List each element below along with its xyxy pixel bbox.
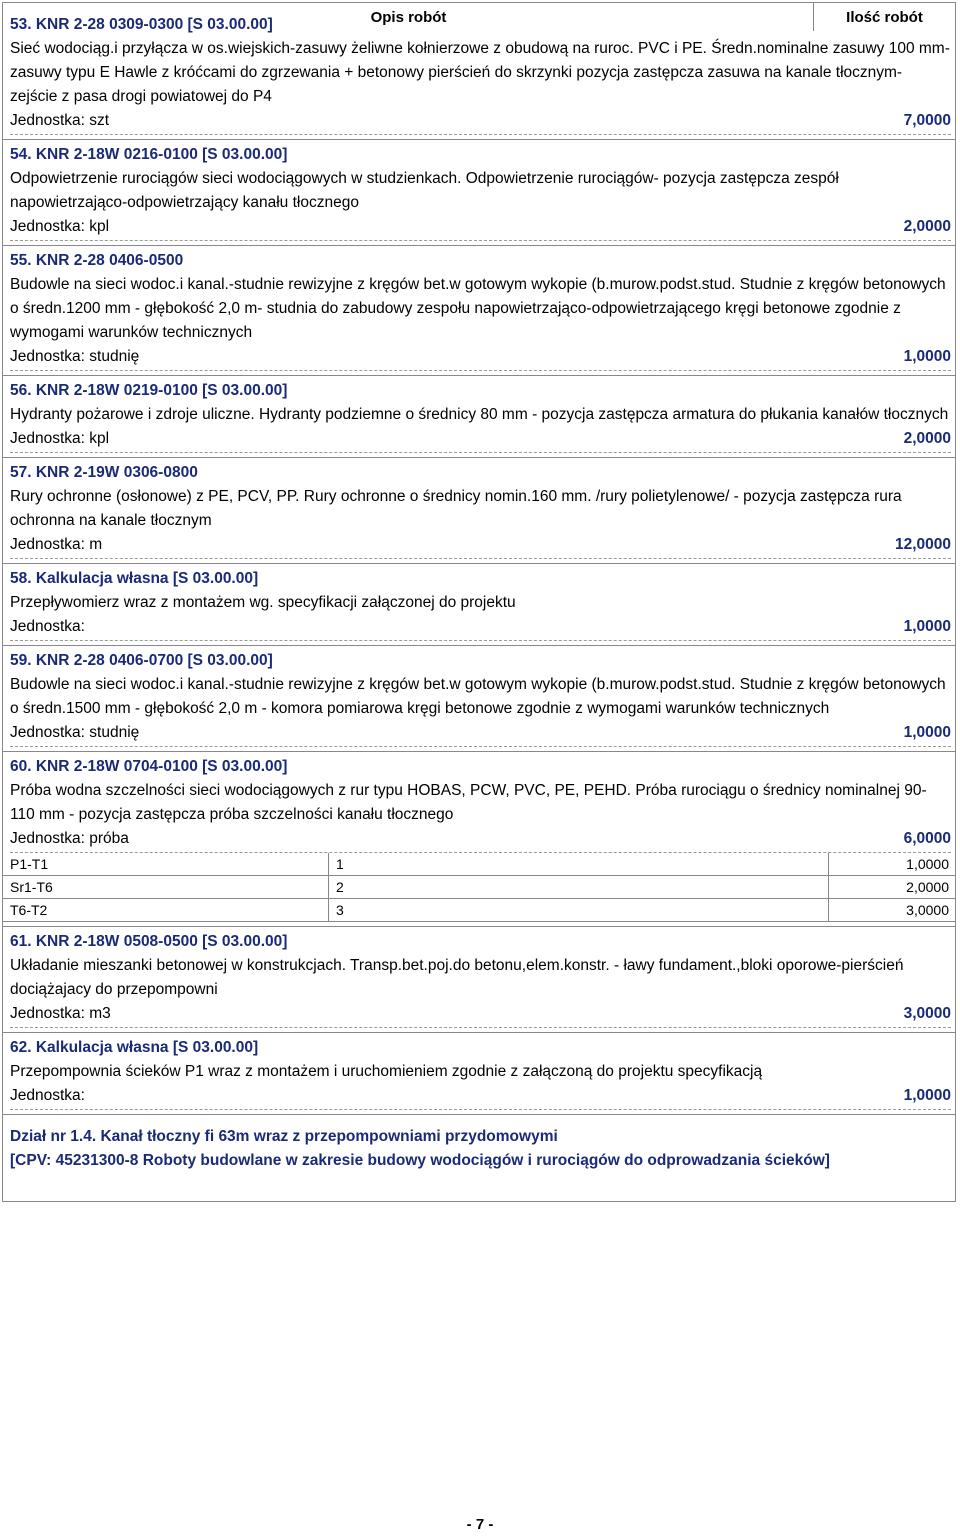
item-quantity: 2,0000 [903, 430, 951, 447]
item-unit-row [10, 1084, 951, 1110]
item-description: Przepływomierz wraz z montażem wg. specyfikacji załączonej do projektu [10, 594, 516, 611]
section-title: Dział nr 1.4. Kanał tłoczny fi 63m wraz z przepompowniami przydomowymi [10, 1128, 558, 1145]
breakdown-quantity: 2,0000 [828, 876, 955, 899]
item-code: 56. KNR 2-18W 0219-0100 [S 03.00.00] [10, 382, 288, 399]
list-item [2, 645, 956, 752]
page-number: - 7 - [466, 1516, 494, 1533]
item-unit-row [10, 215, 951, 241]
breakdown-index: 1 [328, 853, 828, 876]
item-quantity: 1,0000 [903, 724, 951, 741]
item-unit: Jednostka: studnię [10, 724, 140, 741]
item-quantity: 3,0000 [903, 1005, 951, 1022]
item-unit-row [10, 427, 951, 453]
list-item [2, 926, 956, 1033]
item-description: Sieć wodociąg.i przyłącza w os.wiejskich-zasuwy żeliwne kołnierzowe z obudową na ruroc. PVC i PE. Średn.nominalne zasuwy 100 mm-zasuwy typu E Hawle z króćcami do zgrzewania + betonowy pierścień do skrzynki pozycja zastępcza zasuwa na kanale tłocznym- zejście z pasa drogi powiatowej do P4 [10, 40, 950, 105]
section-cpv: [CPV: 45231300-8 Roboty budowlane w zakresie budowy wodociągów i rurociągów do odprowadzania ścieków] [10, 1152, 830, 1169]
item-unit: Jednostka: szt [10, 112, 110, 129]
item-quantity: 7,0000 [903, 112, 951, 129]
section-summary [2, 1114, 956, 1202]
item-code: 57. KNR 2-19W 0306-0800 [10, 464, 198, 481]
item-code: 53. KNR 2-28 0309-0300 [S 03.00.00] [10, 16, 273, 33]
item-unit-row [10, 533, 951, 559]
item-unit-row [10, 827, 951, 853]
item-code: 61. KNR 2-18W 0508-0500 [S 03.00.00] [10, 933, 288, 950]
item-breakdown-table [3, 853, 955, 922]
breakdown-label: P1-T1 [3, 853, 328, 876]
list-item [2, 1032, 956, 1115]
breakdown-index: 3 [328, 899, 828, 922]
list-item [2, 375, 956, 458]
header-description: Opis robót [370, 9, 447, 26]
item-code: 62. Kalkulacja własna [S 03.00.00] [10, 1039, 259, 1056]
item-quantity: 1,0000 [903, 348, 951, 365]
document-page [2, 2, 956, 1202]
item-unit-row [10, 345, 951, 371]
item-description: Budowle na sieci wodoc.i kanal.-studnie rewizyjne z kręgów bet.w gotowym wykopie (b.murow.podst.stud. Studnie z kręgów betonowych o średn.1500 mm - głębokość 2,0 m - komora pomiarowa kręgi betonowe zgodnie z wymogami warunków technicznych [10, 676, 946, 717]
item-code: 59. KNR 2-28 0406-0700 [S 03.00.00] [10, 652, 273, 669]
list-item [2, 751, 956, 927]
item-unit: Jednostka: kpl [10, 430, 110, 447]
item-description: Odpowietrzenie rurociągów sieci wodociągowych w studzienkach. Odpowietrzenie rurociągów- pozycja zastępcza zespół napowietrzająco-odpowietrzający kanału tłocznego [10, 170, 839, 211]
breakdown-quantity: 1,0000 [828, 853, 955, 876]
item-code: 54. KNR 2-18W 0216-0100 [S 03.00.00] [10, 146, 288, 163]
breakdown-quantity: 3,0000 [828, 899, 955, 922]
item-unit: Jednostka: m3 [10, 1005, 111, 1022]
breakdown-label: T6-T2 [3, 899, 328, 922]
list-item [2, 457, 956, 564]
item-unit: Jednostka: próba [10, 830, 129, 847]
header-quantity: Ilość robót [813, 3, 955, 31]
list-item [2, 563, 956, 646]
item-code: 60. KNR 2-18W 0704-0100 [S 03.00.00] [10, 758, 288, 775]
list-item [2, 139, 956, 246]
item-description: Próba wodna szczelności sieci wodociągowych z rur typu HOBAS, PCW, PVC, PE, PEHD. Próba rurociągu o średnicy nominalnej 90-110 mm - pozycja zastępcza próba szczelności kanału tłocznego [10, 782, 927, 823]
item-unit: Jednostka: [10, 618, 85, 635]
item-unit: Jednostka: kpl [10, 218, 110, 235]
list-item [2, 245, 956, 376]
breakdown-label: Sr1-T6 [3, 876, 328, 899]
item-quantity: 6,0000 [903, 830, 951, 847]
item-description: Budowle na sieci wodoc.i kanal.-studnie rewizyjne z kręgów bet.w gotowym wykopie (b.murow.podst.stud. Studnie z kręgów betonowych o średn.1200 mm - głębokość 2,0 m- studnia do zabudowy zespołu napowietrzająco-odpowietrzającego kręgi betonowe zgodnie z wymogami warunków technicznych [10, 276, 946, 341]
item-unit-row [10, 1002, 951, 1028]
item-unit: Jednostka: studnię [10, 348, 140, 365]
item-description: Przepompownia ścieków P1 wraz z montażem i uruchomieniem zgodnie z załączoną do projektu specyfikacją [10, 1063, 763, 1080]
item-unit: Jednostka: [10, 1087, 85, 1104]
item-description: Układanie mieszanki betonowej w konstrukcjach. Transp.bet.poj.do betonu,elem.konstr. - ławy fundament.,bloki oporowe-pierścień dociążajacy do przepompowni [10, 957, 904, 998]
items-list [2, 13, 956, 1115]
list-item [2, 13, 956, 140]
item-quantity: 1,0000 [903, 1087, 951, 1104]
item-quantity: 2,0000 [903, 218, 951, 235]
item-code: 55. KNR 2-28 0406-0500 [10, 252, 184, 269]
item-code: 58. Kalkulacja własna [S 03.00.00] [10, 570, 259, 587]
item-description: Hydranty pożarowe i zdroje uliczne. Hydranty podziemne o średnicy 80 mm - pozycja zastępcza armatura do płukania kanałów tłocznych [10, 406, 949, 423]
item-unit-row [10, 721, 951, 747]
item-unit-row [10, 615, 951, 641]
item-unit: Jednostka: m [10, 536, 103, 553]
item-spacer [10, 1110, 951, 1114]
item-quantity: 1,0000 [903, 618, 951, 635]
item-description: Rury ochronne (osłonowe) z PE, PCV, PP. Rury ochronne o średnicy nomin.160 mm. /rury polietylenowe/ - pozycja zastępcza rura ochronna na kanale tłocznym [10, 488, 902, 529]
breakdown-index: 2 [328, 876, 828, 899]
item-quantity: 12,0000 [894, 536, 951, 553]
item-unit-row [10, 109, 951, 135]
